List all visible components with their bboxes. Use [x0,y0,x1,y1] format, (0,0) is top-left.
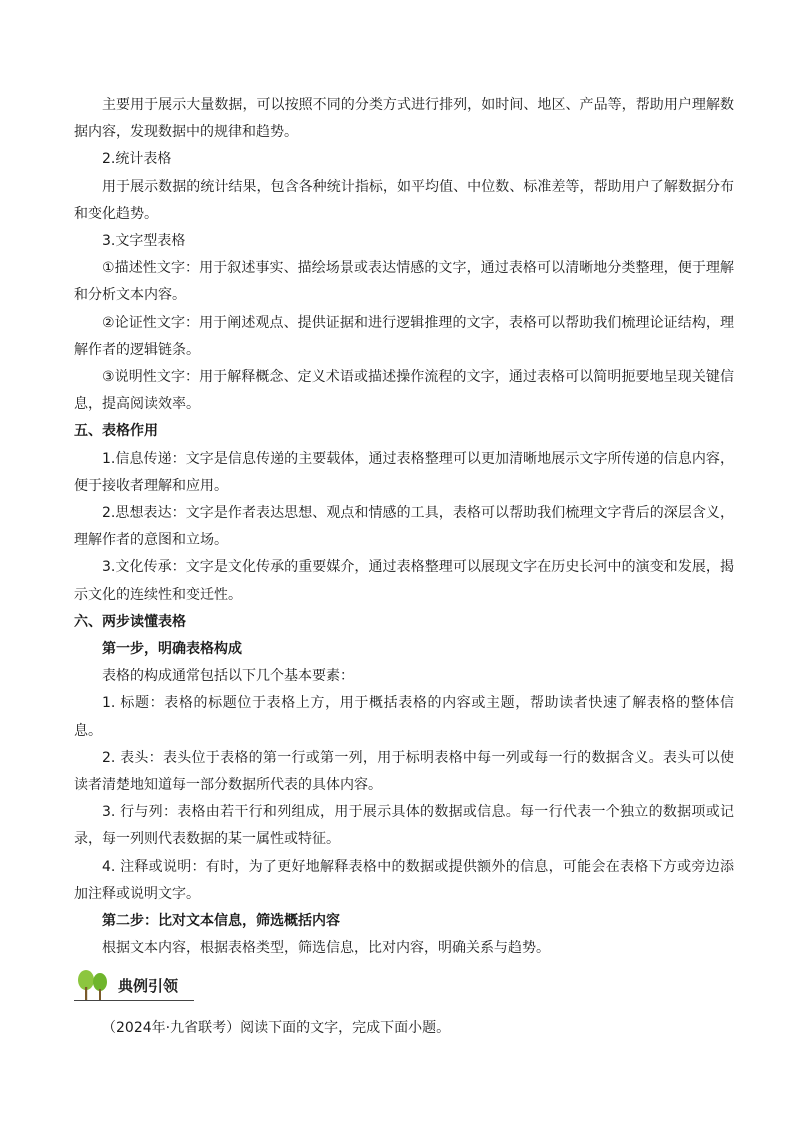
divider [74,1000,194,1001]
paragraph: 主要用于展示大量数据，可以按照不同的分类方式进行排列，如时间、地区、产品等，帮助用户理解数据内容，发现数据中的规律和趋势。 [74,97,734,141]
example-banner [74,969,734,1005]
paragraph: 2.思想表达：文字是作者表达思想、观点和情感的工具，表格可以帮助我们梳理文字背后的深层含义，理解作者的意图和立场。 [74,505,734,549]
document-page [74,92,734,1042]
paragraph: 3.文化传承：文字是文化传承的重要媒介，通过表格整理可以展现文字在历史长河中的演变和发展，揭示文化的连续性和变迁性。 [74,559,734,603]
paragraph: 1. 标题：表格的标题位于表格上方，用于概括表格的内容或主题，帮助读者快速了解表格的整体信息。 [74,695,734,739]
paragraph: ②论证性文字：用于阐述观点、提供证据和进行逻辑推理的文字，表格可以帮助我们梳理论证结构，理解作者的逻辑链条。 [74,314,734,358]
paragraph: 1.信息传递：文字是信息传递的主要载体，通过表格整理可以更加清晰地展示文字所传递的信息内容，便于接收者理解和应用。 [74,450,734,494]
subheading: 3.文字型表格 [102,233,186,250]
paragraph: 4. 注释或说明：有时，为了更好地解释表格中的数据或提供额外的信息，可能会在表格下方或旁边添加注释或说明文字。 [74,858,734,902]
step-heading: 第一步，明确表格构成 [102,641,242,658]
paragraph: 根据文本内容，根据表格类型，筛选信息，比对内容，明确关系与趋势。 [102,940,550,957]
paragraph: 表格的构成通常包括以下几个基本要素： [102,668,354,685]
section-heading: 六、两步读懂表格 [74,613,186,630]
paragraph: ①描述性文字：用于叙述事实、描绘场景或表达情感的文字，通过表格可以清晰地分类整理，便于理解和分析文本内容。 [74,260,734,304]
paragraph: 用于展示数据的统计结果，包含各种统计指标，如平均值、中位数、标准差等，帮助用户了解数据分布和变化趋势。 [74,178,734,222]
section-heading: 五、表格作用 [74,423,158,440]
step-heading: 第二步：比对文本信息，筛选概括内容 [102,913,340,930]
subheading: 2.统计表格 [102,151,172,168]
paragraph: 3. 行与列：表格由若干行和列组成，用于展示具体的数据或信息。每一行代表一个独立的数据项或记录，每一列则代表数据的某一属性或特征。 [74,804,734,848]
tree-icon [74,969,114,1001]
example-title: 典例引领 [118,976,179,995]
paragraph: 2. 表头：表头位于表格的第一行或第一列，用于标明表格中每一列或每一行的数据含义。表头可以使读者清楚地知道每一部分数据所代表的具体内容。 [74,749,734,794]
paragraph: ③说明性文字：用于解释概念、定义术语或描述操作流程的文字，通过表格可以简明扼要地呈现关键信息，提高阅读效率。 [74,369,734,413]
example-source: （2024年·九省联考）阅读下面的文字，完成下面小题。 [102,1019,451,1036]
